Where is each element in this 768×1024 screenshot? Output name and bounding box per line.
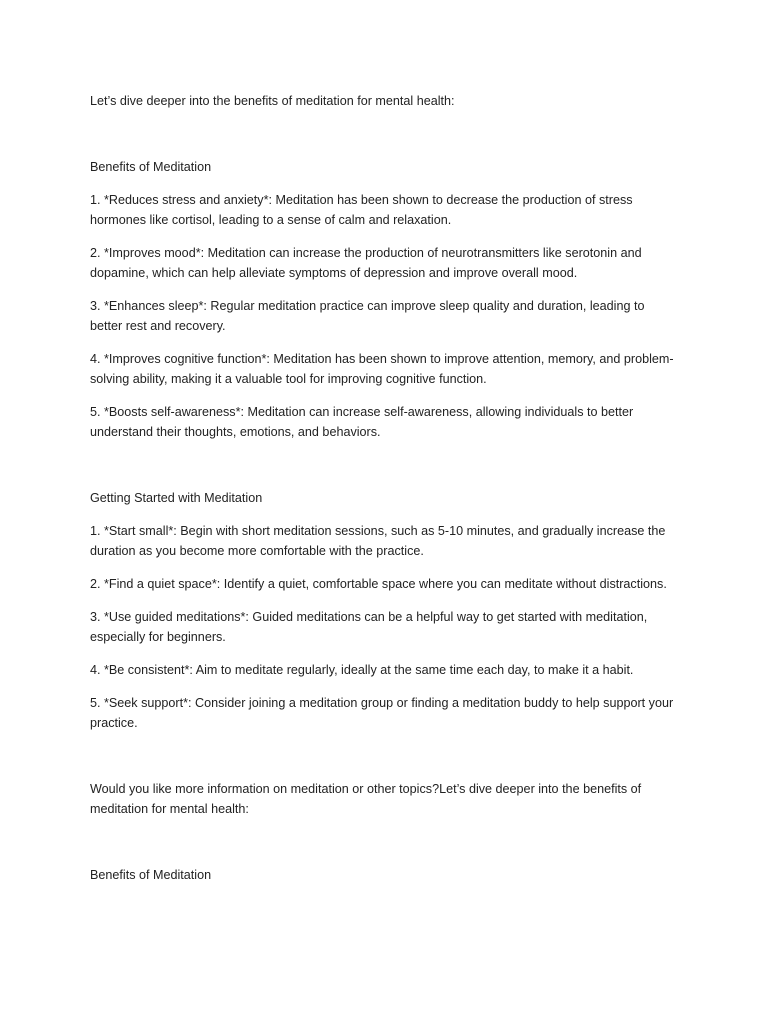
benefits-heading: Benefits of Meditation	[90, 160, 212, 174]
getting-started-item-4: 4. *Be consistent*: Aim to meditate regularly, ideally at the same time each day, to make it a habit.	[90, 663, 634, 677]
benefit-item-4: 4. *Improves cognitive function*: Meditation has been shown to improve attention, memory, and problem-solving ability, making it a valuable tool for improving cognitive function.	[90, 352, 674, 386]
benefit-item-5: 5. *Boosts self-awareness*: Meditation can increase self-awareness, allowing individuals to better understand their thoughts, emotions, and behaviors.	[90, 405, 634, 439]
benefit-item-1: 1. *Reduces stress and anxiety*: Meditation has been shown to decrease the production of stress hormones like cortisol, leading to a sense of calm and relaxation.	[90, 193, 633, 227]
getting-started-item-2: 2. *Find a quiet space*: Identify a quiet, comfortable space where you can meditate without distractions.	[90, 577, 667, 591]
intro-paragraph: Let’s dive deeper into the benefits of meditation for mental health:	[90, 94, 455, 108]
closing-paragraph: Would you like more information on meditation or other topics?Let’s dive deeper into the benefits of meditation for mental health:	[90, 782, 642, 816]
getting-started-item-1: 1. *Start small*: Begin with short meditation sessions, such as 5-10 minutes, and gradually increase the duration as you become more comfortable with the practice.	[90, 524, 666, 558]
getting-started-item-5: 5. *Seek support*: Consider joining a meditation group or finding a meditation buddy to help support your practice.	[90, 696, 674, 730]
repeat-benefits-heading: Benefits of Meditation	[90, 868, 212, 882]
getting-started-heading: Getting Started with Meditation	[90, 491, 263, 505]
getting-started-item-3: 3. *Use guided meditations*: Guided meditations can be a helpful way to get started with meditation, especially for beginners.	[90, 610, 648, 644]
benefit-item-2: 2. *Improves mood*: Meditation can increase the production of neurotransmitters like serotonin and dopamine, which can help alleviate symptoms of depression and improve overall mood.	[90, 246, 642, 280]
document-page	[90, 91, 680, 898]
benefit-item-3: 3. *Enhances sleep*: Regular meditation practice can improve sleep quality and duration, leading to better rest and recovery.	[90, 299, 645, 333]
